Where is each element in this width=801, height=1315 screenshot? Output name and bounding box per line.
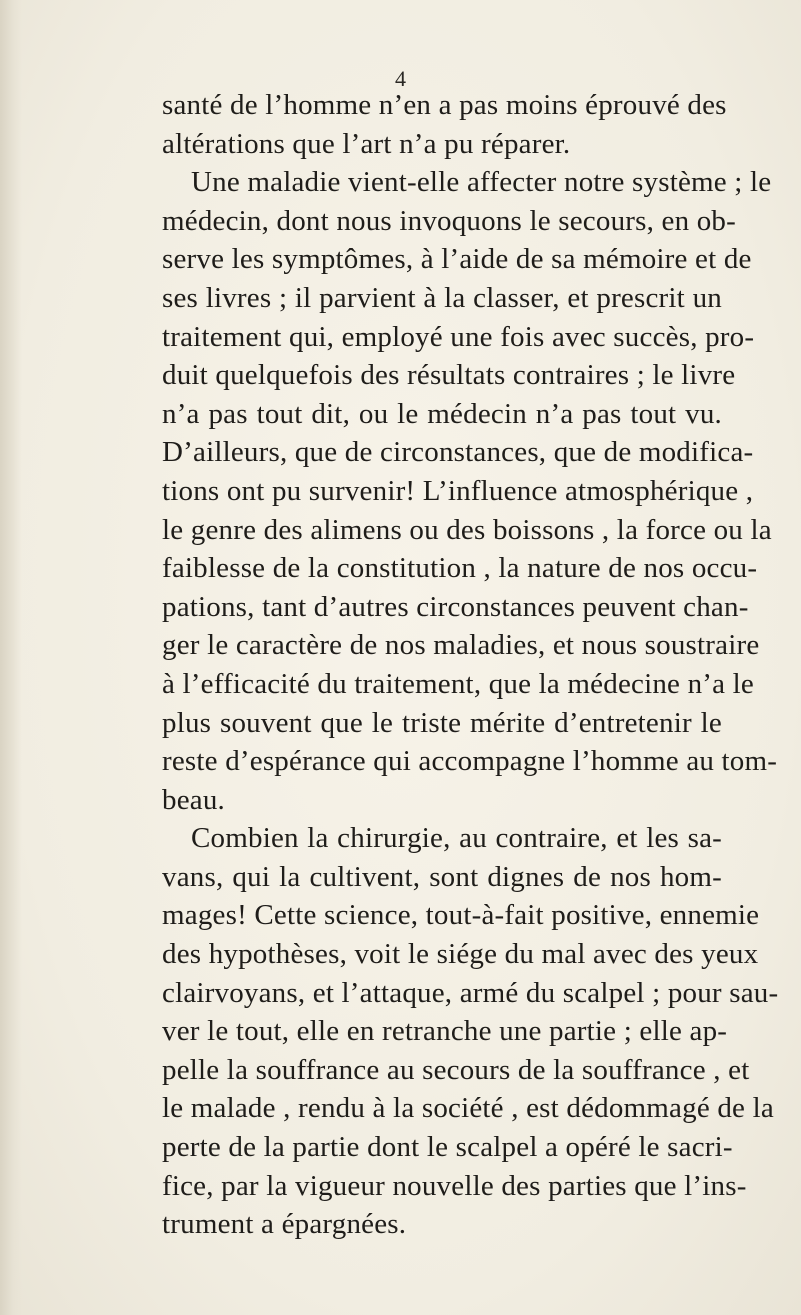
- text-line: des hypothèses, voit le siége du mal avec des yeux: [162, 938, 759, 971]
- text-line: pelle la souffrance au secours de la souffrance , et: [162, 1053, 750, 1086]
- text-line: Combien la chirurgie, au contraire, et les sa-: [191, 822, 722, 855]
- text-line: perte de la partie dont le scalpel a opéré le sacri-: [162, 1131, 733, 1164]
- text-line: pations, tant d’autres circonstances peuvent chan-: [162, 590, 749, 623]
- page-number: 4: [395, 66, 406, 91]
- text-line: vans, qui la cultivent, sont dignes de nos hom-: [162, 860, 722, 893]
- text-line: ses livres ; il parvient à la classer, et prescrit un: [162, 281, 722, 314]
- text-line: beau.: [162, 783, 225, 816]
- text-line: faiblesse de la constitution , la nature de nos occu-: [162, 552, 758, 585]
- text-line: n’a pas tout dit, ou le médecin n’a pas tout vu.: [162, 397, 722, 430]
- text-line: ver le tout, elle en retranche une partie ; elle ap-: [162, 1015, 728, 1048]
- text-line: duit quelquefois des résultats contraires ; le livre: [162, 359, 736, 392]
- text-line: reste d’espérance qui accompagne l’homme au tom-: [162, 745, 778, 778]
- text-line: altérations que l’art n’a pu réparer.: [162, 127, 571, 160]
- text-line: serve les symptômes, à l’aide de sa mémoire et de: [162, 243, 752, 276]
- text-line: Une maladie vient-elle affecter notre système ; le: [191, 166, 772, 199]
- text-line: ger le caractère de nos maladies, et nous soustraire: [162, 629, 760, 662]
- text-line: plus souvent que le triste mérite d’entretenir le: [162, 706, 722, 739]
- text-line: clairvoyans, et l’attaque, armé du scalpel ; pour sau-: [162, 976, 779, 1009]
- text-line: fice, par la vigueur nouvelle des parties que l’ins-: [162, 1169, 747, 1202]
- text-line: mages! Cette science, tout-à-fait positive, ennemie: [162, 899, 760, 932]
- text-line: trument a épargnées.: [162, 1208, 407, 1241]
- text-line: le malade , rendu à la société , est dédommagé de la: [162, 1092, 774, 1125]
- text-line: le genre des alimens ou des boissons , la force ou la: [162, 513, 772, 546]
- text-line: à l’efficacité du traitement, que la médecine n’a le: [162, 667, 754, 700]
- body-text: [162, 86, 779, 1244]
- text-line: santé de l’homme n’en a pas moins éprouvé des: [162, 89, 727, 121]
- page-binding-shadow: [0, 0, 22, 1315]
- text-line: D’ailleurs, que de circonstances, que de modifica-: [162, 436, 754, 469]
- text-line: traitement qui, employé une fois avec succès, pro-: [162, 320, 755, 353]
- text-line: tions ont pu survenir! L’influence atmosphérique ,: [162, 474, 754, 507]
- text-line: médecin, dont nous invoquons le secours, en ob-: [162, 204, 736, 237]
